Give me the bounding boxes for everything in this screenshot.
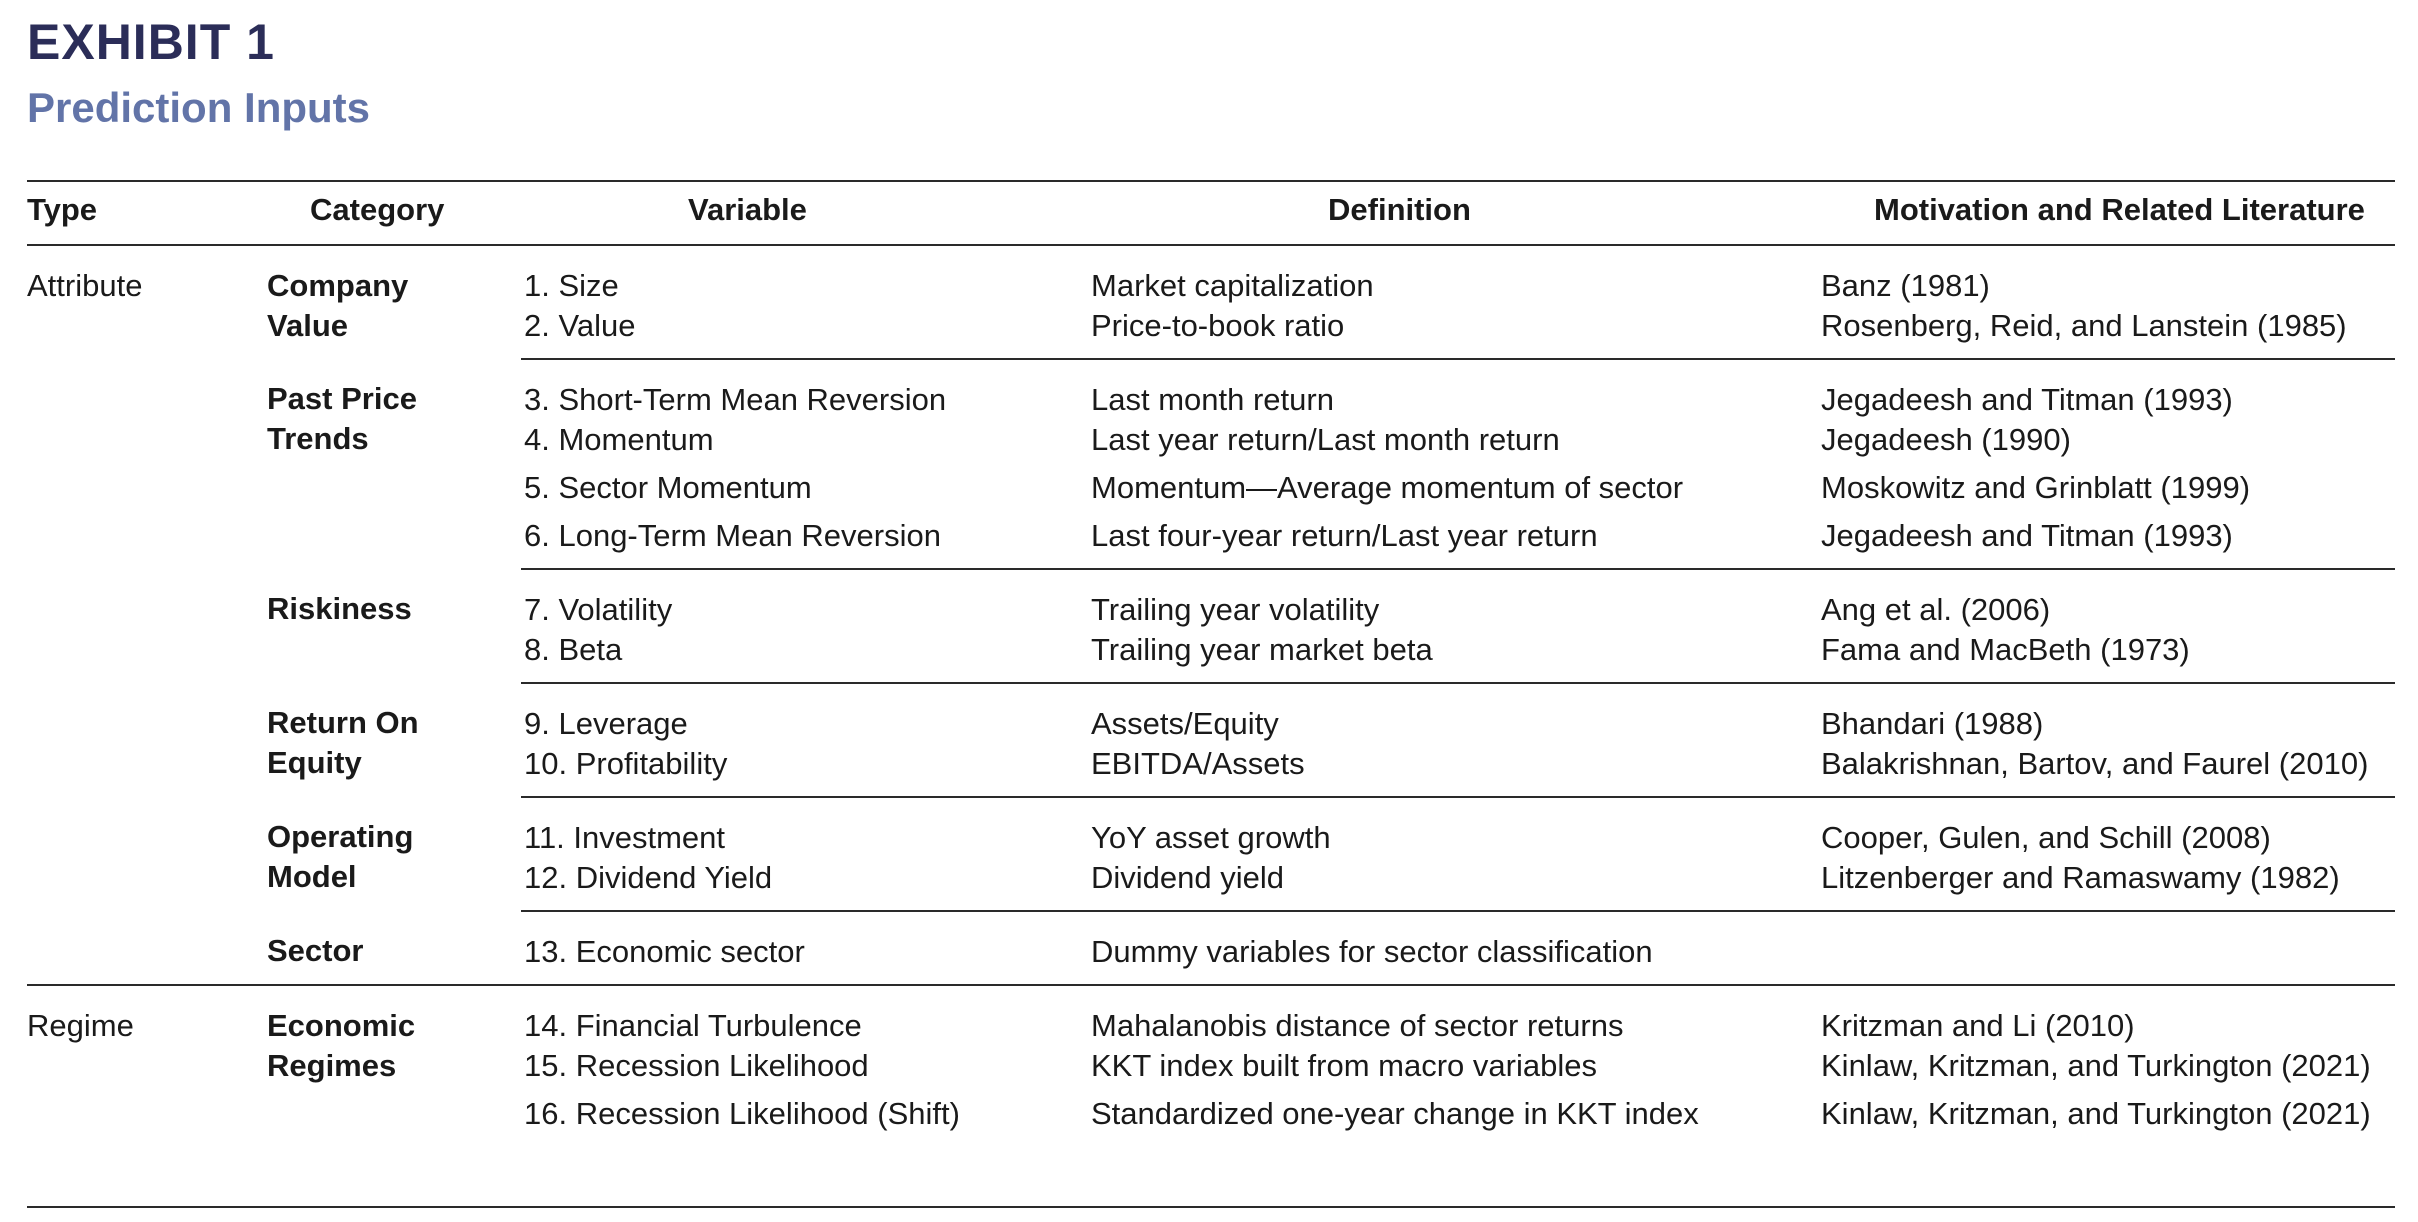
definition-cell: YoY asset growth bbox=[1091, 820, 1331, 855]
variable-cell: 13. Economic sector bbox=[521, 911, 1091, 985]
literature-cell: Balakrishnan, Bartov, and Faurel (2010) bbox=[1821, 744, 2395, 797]
variable-cell: 16. Recession Likelihood (Shift) bbox=[524, 1096, 960, 1131]
literature-cell: Kinlaw, Kritzman, and Turkington (2021) bbox=[1821, 1048, 2371, 1083]
table-row bbox=[27, 911, 2395, 985]
variable-cell: 9. Leverage bbox=[524, 706, 688, 741]
exhibit-title: Prediction Inputs bbox=[27, 84, 371, 131]
variable-cell: 4. Momentum bbox=[524, 422, 714, 457]
literature-cell: Ang et al. (2006) bbox=[1821, 592, 2051, 627]
literature-cell bbox=[1821, 911, 2395, 985]
definition-cell: Last four-year return/Last year return bbox=[1091, 516, 1821, 569]
header-row bbox=[27, 181, 2395, 245]
variable-cell: 11. Investment bbox=[524, 820, 726, 855]
variable-cell: 6. Long-Term Mean Reversion bbox=[521, 516, 1091, 569]
literature-cell: Fama and MacBeth (1973) bbox=[1821, 630, 2395, 683]
header-literature: Motivation and Related Literature bbox=[1821, 181, 2395, 245]
header-definition: Definition bbox=[1091, 181, 1821, 245]
table-header bbox=[27, 181, 2395, 245]
literature-cell: Banz (1981) bbox=[1821, 268, 1990, 303]
definition-cell: Trailing year volatility bbox=[1091, 592, 1380, 627]
definition-cell: Trailing year market beta bbox=[1091, 630, 1821, 683]
literature-cell: Rosenberg, Reid, and Lanstein (1985) bbox=[1821, 306, 2395, 359]
prediction-inputs-table bbox=[27, 180, 2395, 1146]
literature-cell: Jegadeesh (1990) bbox=[1821, 422, 2071, 457]
type-cell: Regime bbox=[27, 1008, 134, 1043]
definition-cell: Assets/Equity bbox=[1091, 706, 1279, 741]
variable-cell: 15. Recession Likelihood bbox=[524, 1048, 869, 1083]
table-row bbox=[27, 797, 2395, 858]
type-cell: Attribute bbox=[27, 245, 264, 985]
category-cell: Economic Regimes bbox=[267, 1008, 416, 1083]
literature-cell: Cooper, Gulen, and Schill (2008) bbox=[1821, 820, 2271, 855]
definition-cell: Price-to-book ratio bbox=[1091, 306, 1821, 359]
table-row bbox=[27, 245, 2395, 306]
definition-cell: Dummy variables for sector classification bbox=[1091, 911, 1821, 985]
category-cell: Sector bbox=[264, 911, 521, 985]
variable-cell: 14. Financial Turbulence bbox=[524, 1008, 862, 1043]
literature-cell: Jegadeesh and Titman (1993) bbox=[1821, 382, 2233, 417]
exhibit-label: EXHIBIT 1 bbox=[27, 14, 275, 70]
definition-cell: Dividend yield bbox=[1091, 858, 1821, 911]
variable-cell: 8. Beta bbox=[521, 630, 1091, 683]
table-body bbox=[27, 245, 2395, 1146]
definition-cell: KKT index built from macro variables bbox=[1091, 1048, 1597, 1083]
table-row bbox=[27, 359, 2395, 420]
table-row bbox=[27, 569, 2395, 630]
variable-cell: 7. Volatility bbox=[524, 592, 673, 627]
variable-cell: 3. Short-Term Mean Reversion bbox=[524, 382, 947, 417]
category-cell: Past Price Trends bbox=[267, 381, 417, 456]
definition-cell: Market capitalization bbox=[1091, 268, 1374, 303]
literature-cell: Moskowitz and Grinblatt (1999) bbox=[1821, 470, 2251, 505]
literature-cell: Kinlaw, Kritzman, and Turkington (2021) bbox=[1821, 1096, 2371, 1131]
definition-cell: Mahalanobis distance of sector returns bbox=[1091, 1008, 1624, 1043]
definition-cell: Last month return bbox=[1091, 382, 1334, 417]
definition-cell: Last year return/Last month return bbox=[1091, 422, 1560, 457]
table-row bbox=[27, 683, 2395, 744]
variable-cell: 10. Profitability bbox=[521, 744, 1091, 797]
bottom-rule bbox=[27, 1206, 2395, 1208]
variable-cell: 12. Dividend Yield bbox=[521, 858, 1091, 911]
category-cell: Return On Equity bbox=[267, 705, 419, 780]
table-row bbox=[27, 985, 2395, 1046]
variable-cell: 5. Sector Momentum bbox=[524, 470, 812, 505]
category-cell: Riskiness bbox=[267, 591, 412, 626]
header-variable: Variable bbox=[521, 181, 1091, 245]
category-cell: Company Value bbox=[267, 268, 409, 343]
variable-cell: 1. Size bbox=[524, 268, 619, 303]
variable-cell: 2. Value bbox=[521, 306, 1091, 359]
definition-cell: EBITDA/Assets bbox=[1091, 744, 1821, 797]
literature-cell: Litzenberger and Ramaswamy (1982) bbox=[1821, 858, 2395, 911]
literature-cell: Kritzman and Li (2010) bbox=[1821, 1008, 2135, 1043]
header-type: Type bbox=[27, 181, 264, 245]
definition-cell: Momentum—Average momentum of sector bbox=[1091, 470, 1684, 505]
header-category: Category bbox=[264, 181, 521, 245]
literature-cell: Jegadeesh and Titman (1993) bbox=[1821, 516, 2395, 569]
definition-cell: Standardized one-year change in KKT index bbox=[1091, 1096, 1699, 1131]
category-cell: Operating Model bbox=[267, 819, 414, 894]
literature-cell: Bhandari (1988) bbox=[1821, 706, 2044, 741]
